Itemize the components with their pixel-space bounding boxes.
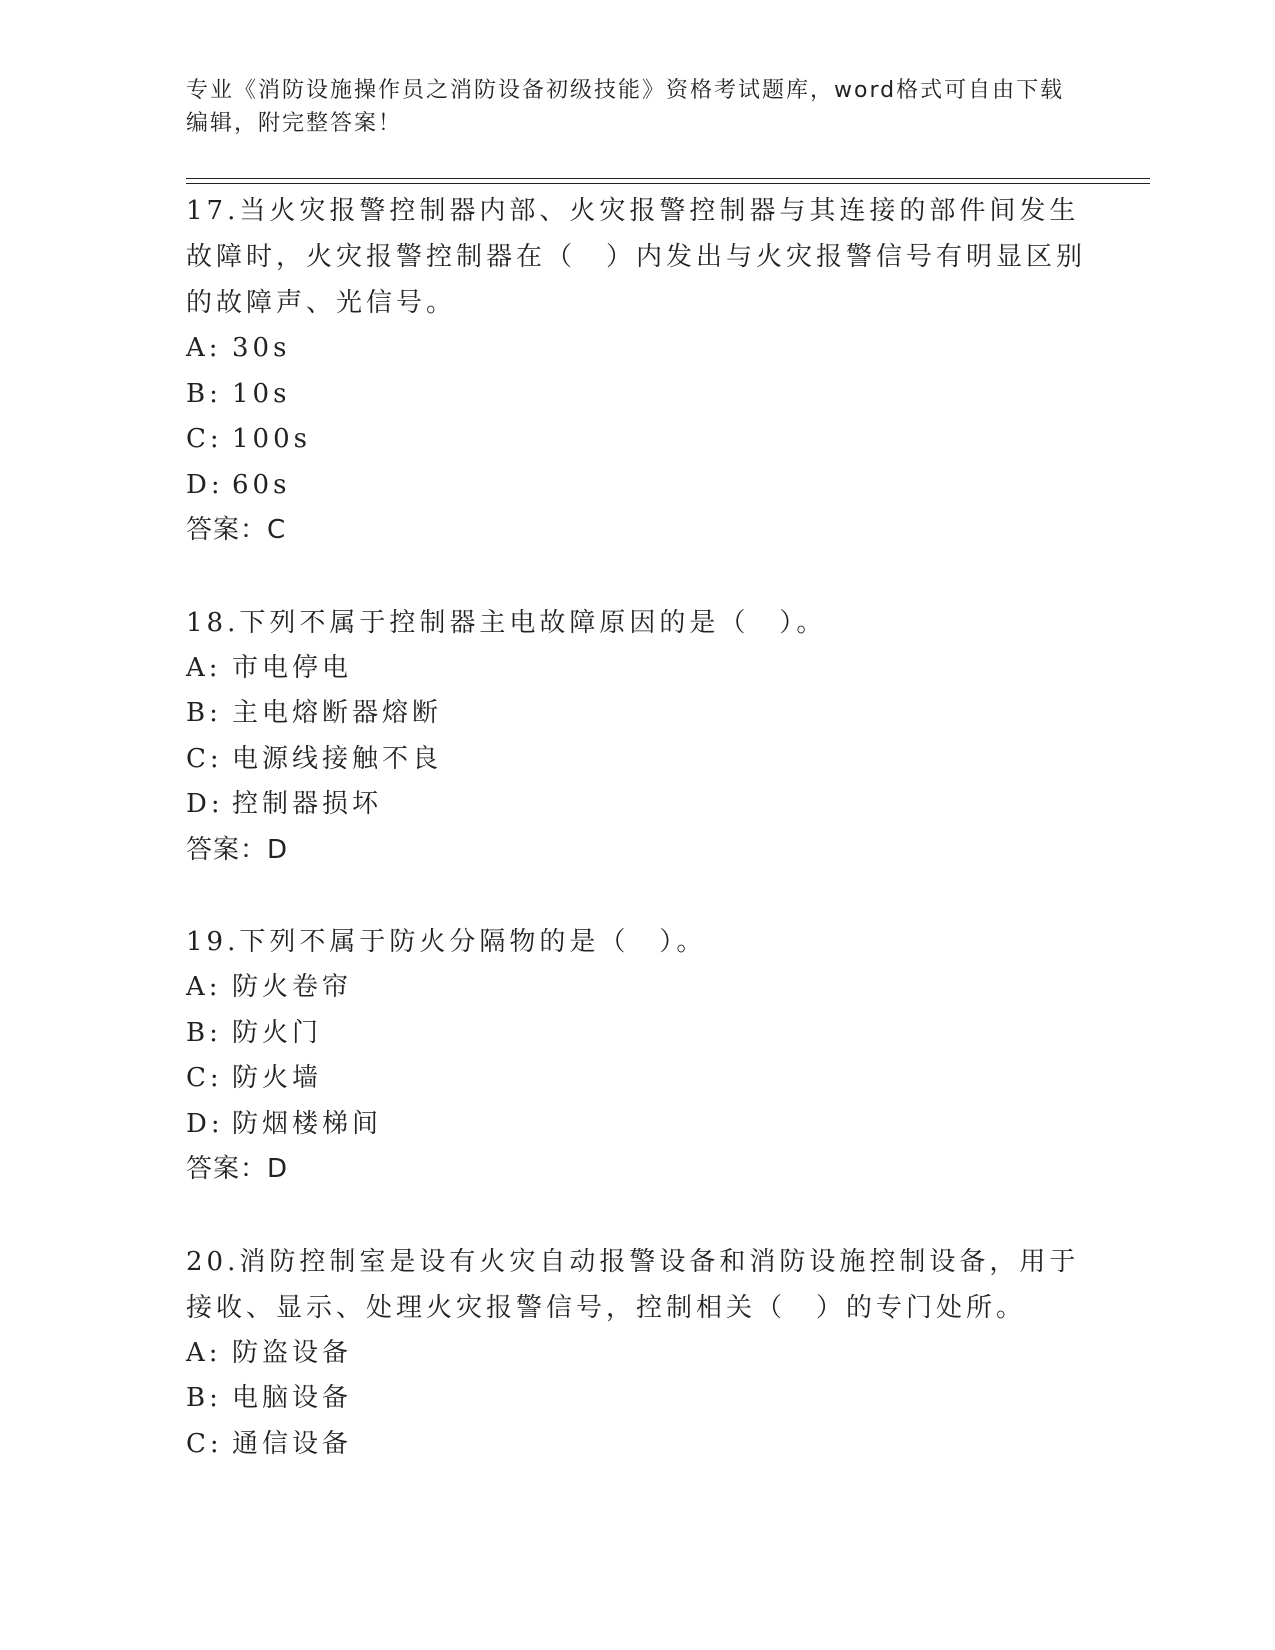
option-text: 防盗设备 (232, 1337, 353, 1368)
option-letter: A: (186, 972, 222, 1002)
answer-line: 答案：C (186, 515, 287, 545)
option-text: 主电熔断器熔断 (232, 698, 443, 728)
option-text: 防火卷帘 (232, 972, 353, 1002)
question-17 (186, 188, 1086, 554)
option-b (186, 691, 1086, 737)
option-letter: B: (186, 1383, 222, 1413)
option-d (186, 1102, 1086, 1148)
question-20 (186, 1239, 1086, 1468)
option-letter: C: (186, 424, 223, 454)
option-text: 30s (232, 333, 291, 363)
option-text: 电源线接触不良 (232, 743, 443, 774)
question-19 (186, 919, 1086, 1193)
question-stem: 19.下列不属于防火分隔物的是（ ）。 (186, 927, 707, 957)
option-letter: A: (186, 333, 222, 363)
option-letter: C: (186, 1428, 223, 1459)
header-divider-bottom (186, 183, 1150, 184)
option-d (186, 782, 1086, 828)
option-text: 电脑设备 (232, 1383, 353, 1413)
option-text: 防火门 (232, 1017, 323, 1048)
option-letter: A: (186, 1337, 222, 1368)
option-b (186, 1011, 1086, 1057)
option-a (186, 646, 1086, 692)
option-b (186, 1376, 1086, 1422)
option-letter: D: (186, 1108, 224, 1139)
option-text: 防烟楼梯间 (232, 1108, 383, 1139)
option-letter: C: (186, 1063, 223, 1093)
document-intro: 专业《消防设施操作员之消防设备初级技能》资格考试题库，word格式可自由下载编辑，附完整答案！ (186, 78, 1065, 136)
answer-line: 答案：D (186, 1154, 289, 1184)
question-list (186, 188, 1086, 1467)
option-letter: B: (186, 378, 222, 409)
question-stem: 17.当火灾报警控制器内部、火灾报警控制器与其连接的部件间发生故障时，火灾报警控制器在（ ）内发出与火灾报警信号有明显区别的故障声、光信号。 (186, 196, 1087, 318)
header-divider-top (186, 178, 1150, 179)
option-letter: C: (186, 743, 223, 774)
option-text: 控制器损坏 (232, 789, 383, 819)
option-text: 防火墙 (232, 1063, 323, 1093)
option-c (186, 417, 1086, 463)
option-letter: D: (186, 469, 224, 500)
answer-line: 答案：D (186, 834, 289, 865)
question-spacer (186, 554, 1086, 600)
question-18 (186, 600, 1086, 874)
question-stem: 20.消防控制室是设有火灾自动报警设备和消防设施控制设备，用于接收、显示、处理火灾报警信号，控制相关（ ）的专门处所。 (186, 1246, 1080, 1323)
option-letter: B: (186, 698, 222, 728)
option-text: 通信设备 (232, 1428, 353, 1459)
option-letter: D: (186, 789, 224, 819)
option-c (186, 737, 1086, 783)
option-text: 市电停电 (232, 652, 353, 683)
option-a (186, 326, 1086, 372)
option-d (186, 463, 1086, 509)
question-spacer (186, 1193, 1086, 1239)
option-a (186, 1331, 1086, 1377)
option-b (186, 372, 1086, 418)
option-letter: A: (186, 652, 222, 683)
option-a (186, 965, 1086, 1011)
question-spacer (186, 873, 1086, 919)
question-stem: 18.下列不属于控制器主电故障原因的是（ ）。 (186, 607, 827, 638)
option-c (186, 1056, 1086, 1102)
option-c (186, 1422, 1086, 1468)
option-text: 100s (232, 424, 311, 454)
option-text: 60s (232, 469, 291, 500)
option-letter: B: (186, 1017, 222, 1048)
option-text: 10s (232, 378, 291, 409)
